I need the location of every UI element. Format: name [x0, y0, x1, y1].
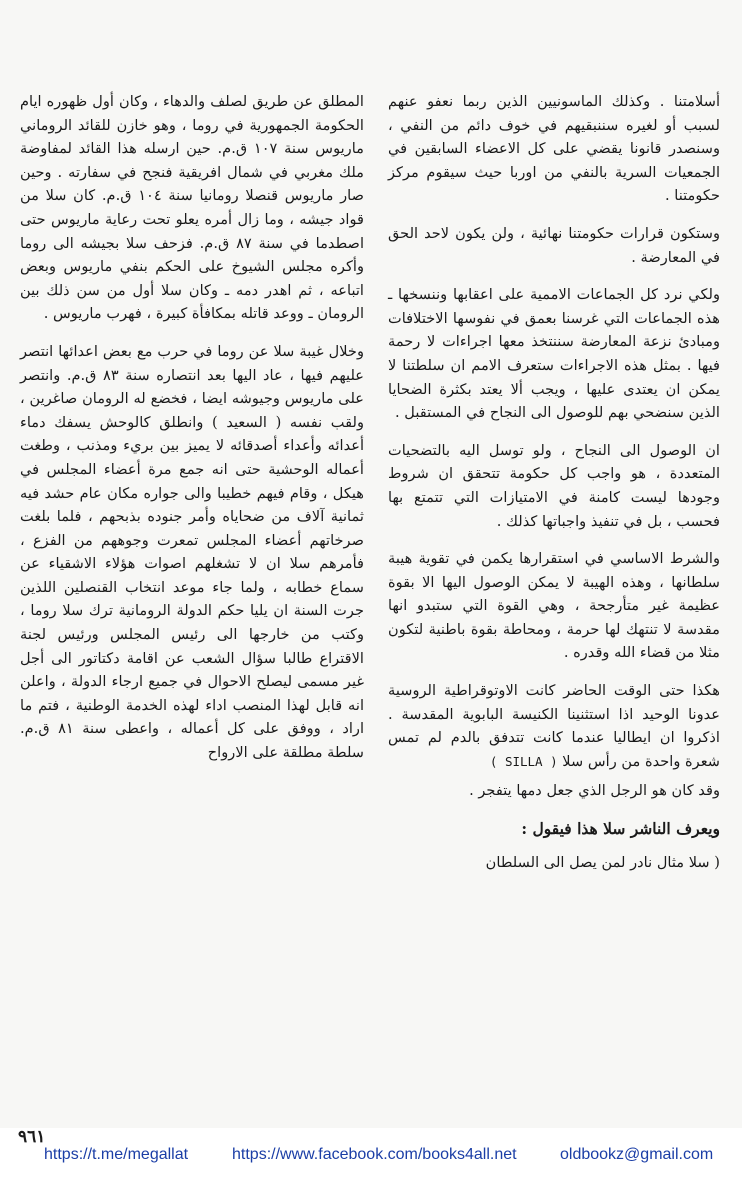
right-paragraph-3: ولكي نرد كل الجماعات الاممية على اعقابها وننسخها ـ هذه الجماعات التي غرسنا بعمق في نفوسها الاختلافات ومبادئ نزعة المعارضة سننتخذ معها اجراءات لا رحمة فيها . بمثل هذه الاجراءات ستعرف الامم ان سلطتنا لا يمكن ان يعتدى عليها ، ويجب ألا يعتد بكثرة الضحايا الذين سنضحي بهم للوصول الى النجاح في المستقبل .: [388, 286, 720, 422]
right-column: [388, 90, 720, 874]
email-link[interactable]: oldbookz@gmail.com: [560, 1146, 714, 1163]
right-paragraph-4: ان الوصول الى النجاح ، ولو توسل اليه بالتضحيات المتعددة ، هو واجب كل حكومة تتحقق ان شروط وجودها ليست كامنة في الامتيازات التي تتمتع بها فحسب ، بل في تنفيذ واجباتها كذلك .: [388, 441, 720, 530]
right-paragraph-2: وستكون قرارات حكومتنا نهائية ، ولن يكون لاحد الحق في المعارضة .: [388, 224, 720, 266]
left-paragraph-2: وخلال غيبة سلا عن روما في حرب مع بعض اعدائها انتصر عليهم فيها ، عاد اليها بعد انتصاره سنة ٨٣ ق.م. وانتصر على ماريوس وجيوشه ايضا ، فخضع له الرومان صاغرين ، ولقب نفسه ( السعيد ) وانطلق كالوحش يسفك دماء أعدائه وأعداء أصدقائه لا يميز بين بريء ومذنب ، وطغت أعماله الوحشية حتى انه جمع مرة أعضاء المجلس في هيكل ، وقام فيهم خطيبا والى جواره مكان عام حشد فيه ثمانية آلاف من ضحاياه وأمر جنوده بذبحهم ، فلما بلغت صرخاتهم أعضاء المجلس تمعرت وجوههم من الفزع ، فأمرهم سلا ان لا تشغلهم اصوات هؤلاء الاشقياء عن سماع خطابه ، ولما جاء موعد انتخاب القنصلين اللذين جرت السنة ان يليا حكم الدولة الرومانية ترك سلا روما ، وكتب من خارجها الى رئيس المجلس ورئيس لجنة الاقتراع طالبا سؤال الشعب عن اقامة دكتاتور الى أجل غير مسمى ليصلح الاحوال في جميع ارجاء الدولة ، واعلن انه قابل لهذا المنصب اداء لهذه الخدمة الوطنية ، فتم ما اراد ، ووفق على كل أعماله ، واعطى سنة ٨١ ق.م. سلطة مطلقة على الارواح: [20, 342, 364, 762]
page-number: ٩٦١: [18, 1127, 46, 1147]
right-paragraph-6-text: هكذا حتى الوقت الحاضر كانت الاوتوقراطية الروسية عدونا الوحيد اذا استثنينا الكنيسة البابوية المقدسة . اذكروا ان ايطاليا عندما كانت تتدفق بالدم لم تمس شعرة واحدة من رأس سلا: [388, 682, 720, 770]
quote-line: ( سلا مثال نادر لمن يصل الى السلطان: [485, 853, 720, 871]
left-column: [20, 90, 364, 765]
section-heading: ويعرف الناشر سلا هذا فيقول :: [521, 819, 720, 839]
right-paragraph-6: [388, 679, 720, 773]
right-paragraph-5: والشرط الاساسي في استقرارها يكمن في تقوية هيبة سلطانها ، وهذه الهيبة لا يمكن الوصول اليها الا بقوة عظيمة غير متأرجحة ، وهي القوة التي ستبدو انها مقدسة لا تنتهك لها حرمة ، ومحاطة بقوة باطنية لتكون مثلا من قضاء الله وقدره .: [388, 550, 720, 662]
closing-line: وقد كان هو الرجل الذي جعل دمها يتفجر .: [469, 782, 720, 800]
facebook-link[interactable]: https://www.facebook.com/books4all.net: [232, 1146, 517, 1163]
telegram-link[interactable]: https://t.me/megallat: [44, 1146, 189, 1163]
left-paragraph-1: المطلق عن طريق لصلف والدهاء ، وكان أول ظهوره ايام الحكومة الجمهورية في روما ، وهو خازن للقائد الروماني ماريوس سنة ١٠٧ ق.م. حين ارسله هذا القائد لمفاوضة ملك مغربي في شمال افريقية فنجح في سفارته . وحين صار ماريوس قنصلا رومانيا سنة ١٠٤ ق.م. كان سلا من قواد جيشه ، وما زال أمره يعلو تحت رعاية ماريوس حتى اصطدما في سنة ٨٧ ق.م. فزحف سلا بجيشه الى روما وأكره مجلس الشيوخ على الحكم بنفي ماريوس وبعض اتباعه ، ثم اهدر دمه ـ وكان سلا أول من سن ذلك بين الرومان ـ ووعد قاتله بمكافأة كبيرة ، فهرب ماريوس .: [20, 93, 364, 323]
latin-name-silla: ( SILLA ): [489, 753, 558, 769]
bottom-margin: [0, 1170, 742, 1200]
footer-links: [0, 1140, 742, 1170]
right-paragraph-1: أسلامتنا . وكذلك الماسونيين الذين ربما نعفو عنهم لسبب أو لغيره سننبقيهم في خوف دائم من النفي ، وسنصدر قانونا يقضي على كل الاعضاء السابقين في الجمعيات السرية بالنفي من اوربا حيث سيقوم مركز حكومتنا .: [388, 93, 720, 205]
